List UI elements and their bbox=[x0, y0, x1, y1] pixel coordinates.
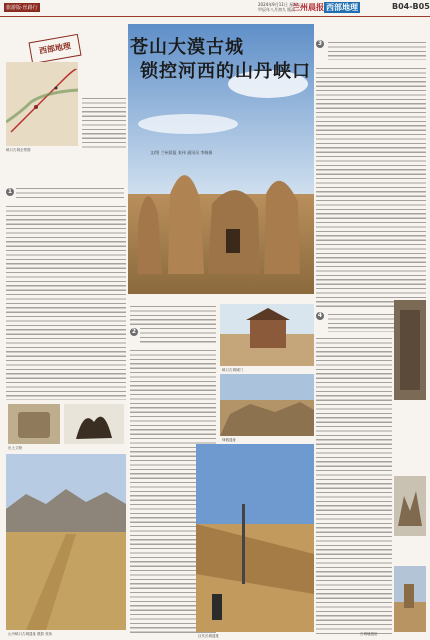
main-title bbox=[130, 36, 311, 84]
section-number-3: 3 bbox=[317, 40, 323, 47]
section-1-lead bbox=[16, 186, 124, 200]
gate-photo bbox=[220, 304, 314, 366]
paper-name: 兰州晨报 bbox=[292, 2, 324, 12]
issue-dates: 2024年9月11日 星期三 甲辰年八月初九 版次 bbox=[258, 2, 302, 12]
caption-landscape: 山丹峡口古城遗址 摄影 张伟 bbox=[8, 632, 53, 636]
main-title-line1: 苍山大漠古城 bbox=[130, 37, 244, 58]
caption-gate: 峡口古城城门 bbox=[222, 368, 243, 372]
caption-wall: 汉代长城遗址 bbox=[198, 634, 219, 638]
left-column-text bbox=[6, 204, 126, 400]
caption-map: 峡口古城全景图 bbox=[6, 148, 31, 152]
column-name: 西部地理 bbox=[326, 3, 358, 12]
page-number: B04-B05 bbox=[392, 2, 430, 11]
intro-text bbox=[82, 96, 126, 148]
column-stamp: 西部地理 bbox=[28, 34, 81, 64]
section-3-lead bbox=[328, 40, 426, 60]
caption-right-photos: 古城墙遗址 bbox=[360, 632, 378, 636]
section-number-2: 2 bbox=[131, 328, 137, 335]
page-header bbox=[0, 0, 430, 17]
caption-beacon: 烽燧遗址 bbox=[222, 438, 236, 442]
wall-photo bbox=[196, 444, 314, 632]
caption-artifacts: 出土文物 bbox=[8, 446, 22, 450]
right-column-text-bottom bbox=[316, 336, 392, 634]
artifact-photo-2 bbox=[64, 404, 124, 444]
beacon-photo bbox=[220, 374, 314, 436]
section-label: 旅游版·丝路行 bbox=[6, 5, 38, 11]
main-title-line2: 锁控河西的山丹峡口 bbox=[140, 61, 311, 82]
section-number-1: 1 bbox=[7, 188, 13, 195]
right-column-text-top bbox=[316, 66, 426, 310]
right-photo-3 bbox=[394, 566, 426, 632]
right-photo-2 bbox=[394, 476, 426, 536]
section-number-4: 4 bbox=[317, 312, 323, 319]
landscape-photo-bottom-left bbox=[6, 454, 126, 630]
section-2-lead bbox=[140, 326, 216, 344]
right-photo-1 bbox=[394, 300, 426, 400]
center-text-upper bbox=[130, 304, 216, 326]
map-image bbox=[6, 62, 78, 146]
artifact-photo-1 bbox=[8, 404, 60, 444]
byline: 文/图 兰州晨报 张伟 通讯员 李娟娟 bbox=[150, 150, 213, 155]
